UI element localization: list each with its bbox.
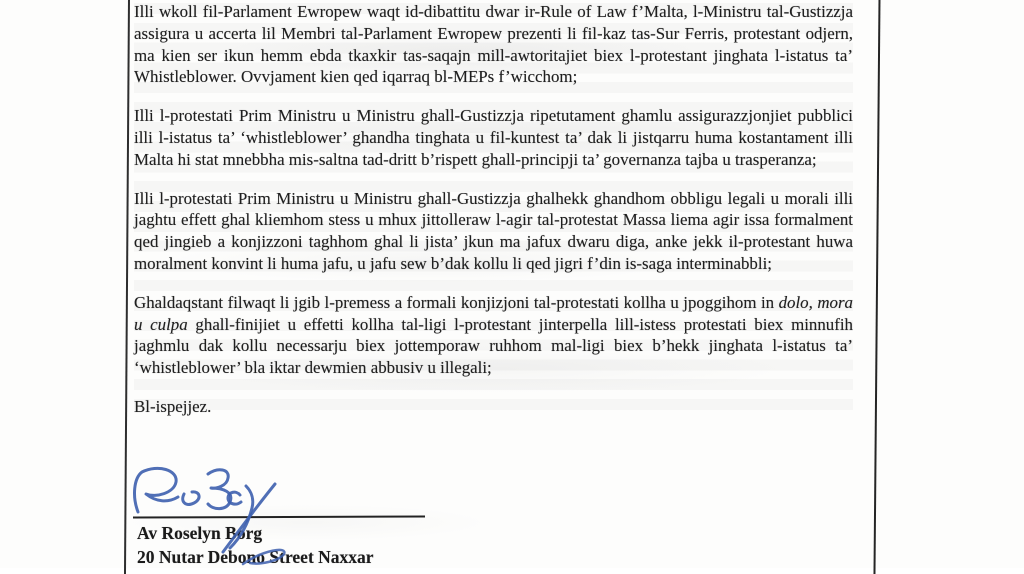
letter-body [134, 1, 853, 418]
signature-flourish [243, 550, 284, 564]
signature-stroke [183, 492, 199, 504]
signature-stroke [135, 468, 178, 512]
right-margin-rule [873, 0, 880, 574]
paragraph-text-italic: dolo, mora u culpa [134, 292, 853, 334]
signatory-name: Av Roselyn Borg [137, 523, 263, 543]
paragraph-text: Illi wkoll fil-Parlament Ewropew waqt id-dibattitu dwar ir-Rule of Law f’Malta, l-Ministru tal-Gustizzja assigura u accerta lil Membri tal-Parlament Ewropew prezenti li fil-kaz tas-Sur Ferris, protestant odjern, ma kien ser ikun hemm ebda tkaxkir tas-saqajn mill-awtoritajiet biex l-protestant jinghata l-istatus ta’ Whistleblower. Ovvjament kien qed iqarraq bl-MEPs f’wicchom; [134, 2, 853, 87]
signature-stroke [208, 470, 231, 509]
paragraph-1 [134, 1, 853, 88]
paragraph-3 [134, 188, 853, 275]
paragraph-text: Illi l-protestati Prim Ministru u Ministru ghall-Gustizzja ripetutament ghamlu assigurazzjonjiet pubblici illi l-istatus ta’ ‘whistleblower’ ghandha tinghata u fil-kuntest ta’ dak li jistqarru huma kostantament illi Malta hi stat mnebbha mis-saltna tad-dritt b’rispett ghall-principji ta’ governanza tajba u trasperanza; [134, 106, 853, 169]
paragraph-4 [134, 292, 853, 379]
signatory-address: 20 Nutar Debono Street Naxxar [137, 547, 374, 567]
paragraph-2 [134, 105, 853, 170]
signature-scribble [128, 462, 328, 568]
paragraph-text: Illi l-protestati Prim Ministru u Ministru ghall-Gustizzja ghalhekk ghandhom obbligu legali u morali illi jaghtu effett ghal kliemhom stess u mhux jittolleraw l-agir tal-protestat Massa liema agir issa formalment qed jingieb a konjizzoni taghhom ghal li jista’ jkun ma jafux dwaru diga, anke jekk il-protestant huwa moralment konvint li huma jafu, u jafu sew b’dak kollu li qed jigri f’din is-saga interminabbli; [134, 188, 853, 273]
paragraph-text: Ghaldaqstant filwaqt li jgib l-premess a formali konjizjoni tal-protestati kollha u jpoggihom in [134, 292, 779, 312]
paragraph-text: ghall-finijiet u effetti kollha tal-ligi l-protestant jinterpella lill-istess protestati biex minnufih jaghmlu dak kollu necessarju biex jottemporaw ruhhom mal-ligi biex b’hekk jinghata l-istatus ta’ ‘whistleblower’ bla iktar dewmien abbusiv u illegali; [134, 314, 854, 378]
closing-line: Bl-ispejjez. [134, 396, 212, 416]
